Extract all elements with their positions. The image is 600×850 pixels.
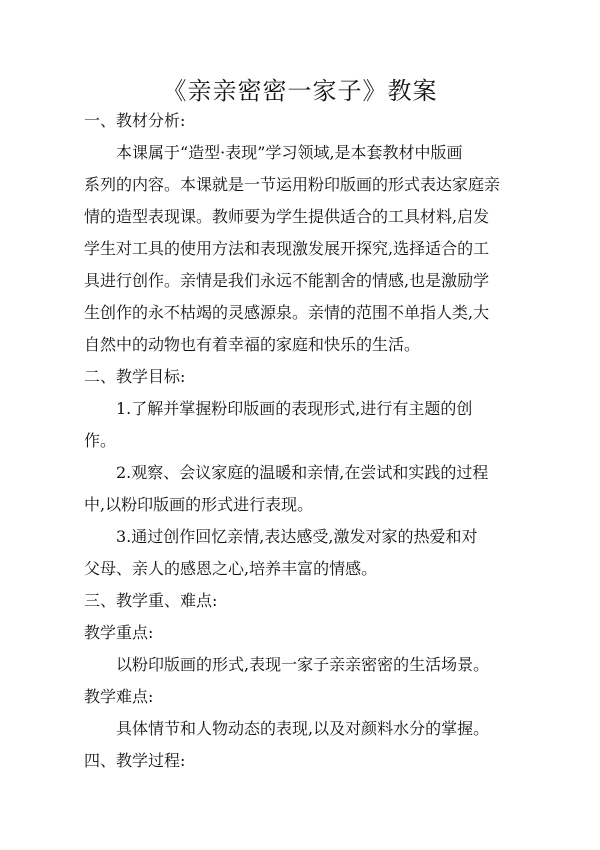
key-point-text: 以粉印版画的形式,表现一家子亲亲密密的生活场景。 [116, 655, 490, 674]
document-title: 《亲亲密密一家子》教案 [162, 77, 438, 105]
subheading-key-point: 教学重点: [84, 623, 154, 642]
objective-item-1-continued: 作。 [84, 431, 117, 450]
paragraph-line: 情的造型表现课。教师要为学生提供适合的工具材料,启发 [84, 207, 490, 226]
objective-item-3-continued: 父母、亲人的感恩之心,培养丰富的情感。 [84, 559, 378, 578]
objective-item-3: 3.通过创作回忆亲情,表达感受,激发对家的热爱和对 [116, 527, 478, 546]
paragraph-line: 系列的内容。本课就是一节运用粉印版画的形式表达家庭亲 [84, 175, 501, 194]
subheading-difficult-point: 教学难点: [84, 687, 154, 706]
section-heading-key-difficult-points: 三、教学重、难点: [84, 591, 218, 610]
objective-item-2-continued: 中,以粉印版画的形式进行表现。 [84, 495, 314, 514]
section-heading-process: 四、教学过程: [84, 751, 186, 770]
document-body [84, 105, 524, 777]
paragraph-line: 生创作的永不枯竭的灵感源泉。亲情的范围不单指人类,大 [84, 303, 490, 322]
objective-item-2: 2.观察、会议家庭的温暖和亲情,在尝试和实践的过程 [116, 463, 489, 482]
paragraph-line: 本课属于“造型·表现”学习领域,是本套教材中版画 [116, 143, 463, 162]
paragraph-line: 具进行创作。亲情是我们永远不能割舍的情感,也是激励学 [84, 271, 490, 290]
objective-item-1: 1.了解并掌握粉印版画的表现形式,进行有主题的创 [116, 399, 473, 418]
section-heading-materials: 一、教材分析: [84, 111, 186, 130]
paragraph-line: 自然中的动物也有着幸福的家庭和快乐的生活。 [84, 335, 421, 354]
section-heading-objectives: 二、教学目标: [84, 367, 186, 386]
difficult-point-text: 具体情节和人物动态的表现,以及对颜料水分的掌握。 [116, 719, 490, 738]
paragraph-line: 学生对工具的使用方法和表现激发展开探究,选择适合的工 [84, 239, 490, 258]
